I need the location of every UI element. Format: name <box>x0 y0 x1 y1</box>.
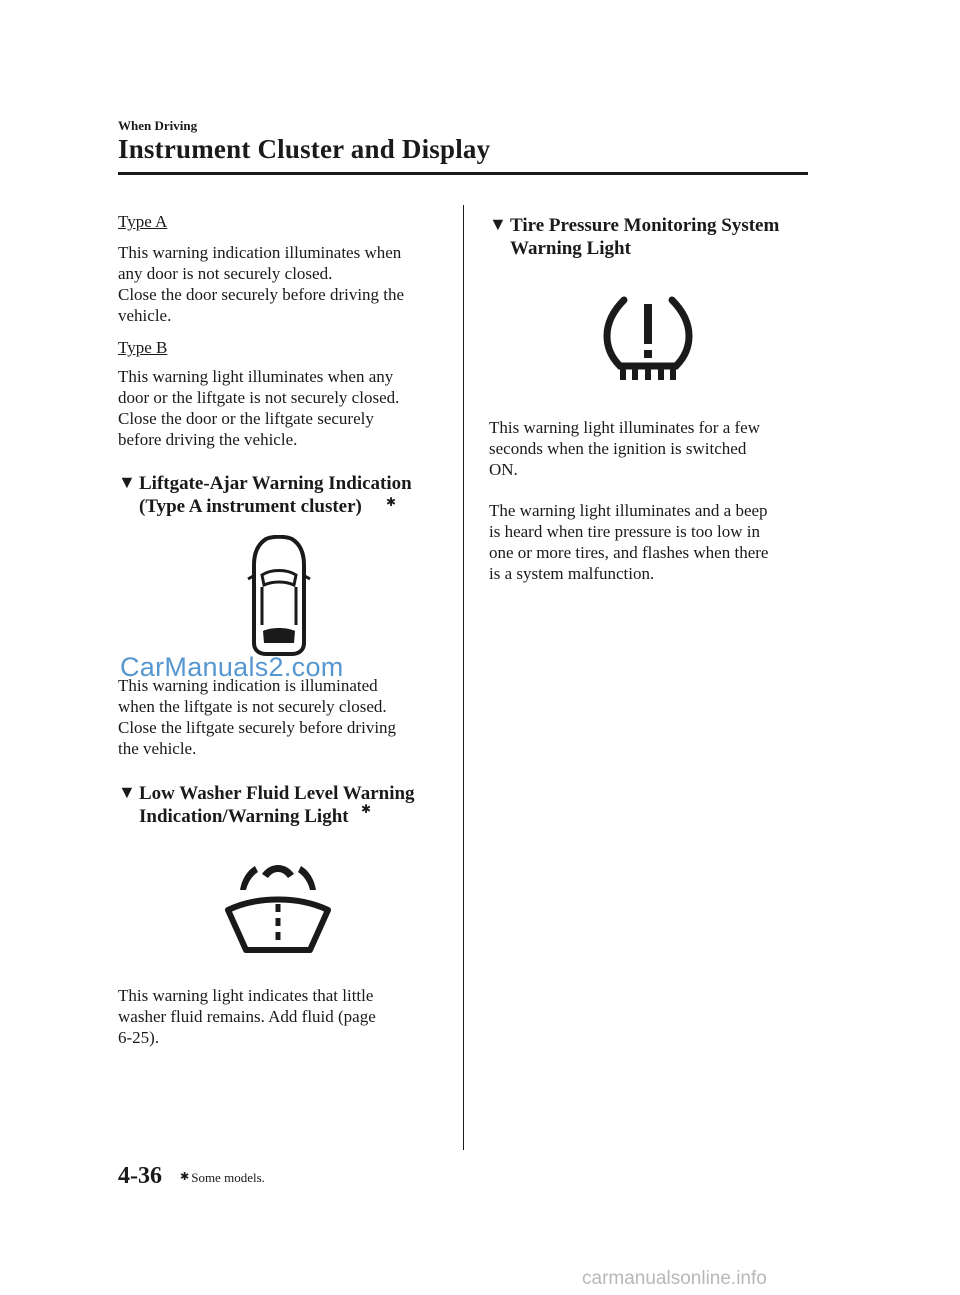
page-title: Instrument Cluster and Display <box>118 134 491 164</box>
footnote-text: Some models. <box>191 1170 265 1185</box>
washer-heading-text: Low Washer Fluid Level Warning Indication/Warning Light <box>139 783 415 827</box>
type-b-label: Type B <box>118 338 168 357</box>
page-number: 4-36 <box>118 1163 162 1189</box>
watermark-carmanuals2: CarManuals2.com <box>120 652 344 682</box>
washer-fluid-icon <box>222 860 334 956</box>
heading-marker-icon: ▼ <box>118 472 136 492</box>
type-b-text: This warning light illuminates when any door or the liftgate is not securely closed. Close the door or the liftgate securely before driving the vehicle. <box>118 367 400 449</box>
tpms-text-2: The warning light illuminates and a beep is heard when tire pressure is too low in one or more tires, and flashes when there is a system malfunction. <box>489 501 769 583</box>
liftgate-heading-text: Liftgate-Ajar Warning Indication (Type A instrument cluster) <box>139 473 412 517</box>
heading-marker-icon: ▼ <box>118 782 136 802</box>
washer-text: This warning light indicates that little washer fluid remains. Add fluid (page 6-25). <box>118 986 376 1047</box>
tpms-heading <box>489 214 819 264</box>
washer-heading <box>118 782 458 832</box>
column-divider <box>463 205 464 1150</box>
type-a-label: Type A <box>118 212 168 231</box>
tire-pressure-warning-icon <box>602 294 694 384</box>
title-rule <box>118 172 808 175</box>
footnote-asterisk: ✱ <box>180 1171 190 1183</box>
tpms-heading-text: Tire Pressure Monitoring System Warning Light <box>510 215 780 259</box>
some-models-asterisk: ✱ <box>361 802 372 816</box>
liftgate-heading <box>118 472 458 522</box>
type-a-text: This warning indication illuminates when any door is not securely closed. Close the door securely before driving the vehicle. <box>118 243 405 325</box>
watermark-carmanualsonline: carmanualsonline.info <box>582 1268 767 1289</box>
some-models-asterisk: ✱ <box>386 495 397 509</box>
section-label: When Driving <box>118 118 198 133</box>
heading-marker-icon: ▼ <box>489 214 507 234</box>
tpms-text-1: This warning light illuminates for a few seconds when the ignition is switched ON. <box>489 418 760 479</box>
liftgate-text: This warning indication is illuminated when the liftgate is not securely closed. Close the liftgate securely before driving the vehicle. <box>118 676 397 758</box>
car-liftgate-ajar-icon <box>246 535 312 657</box>
footnote <box>180 1170 265 1186</box>
